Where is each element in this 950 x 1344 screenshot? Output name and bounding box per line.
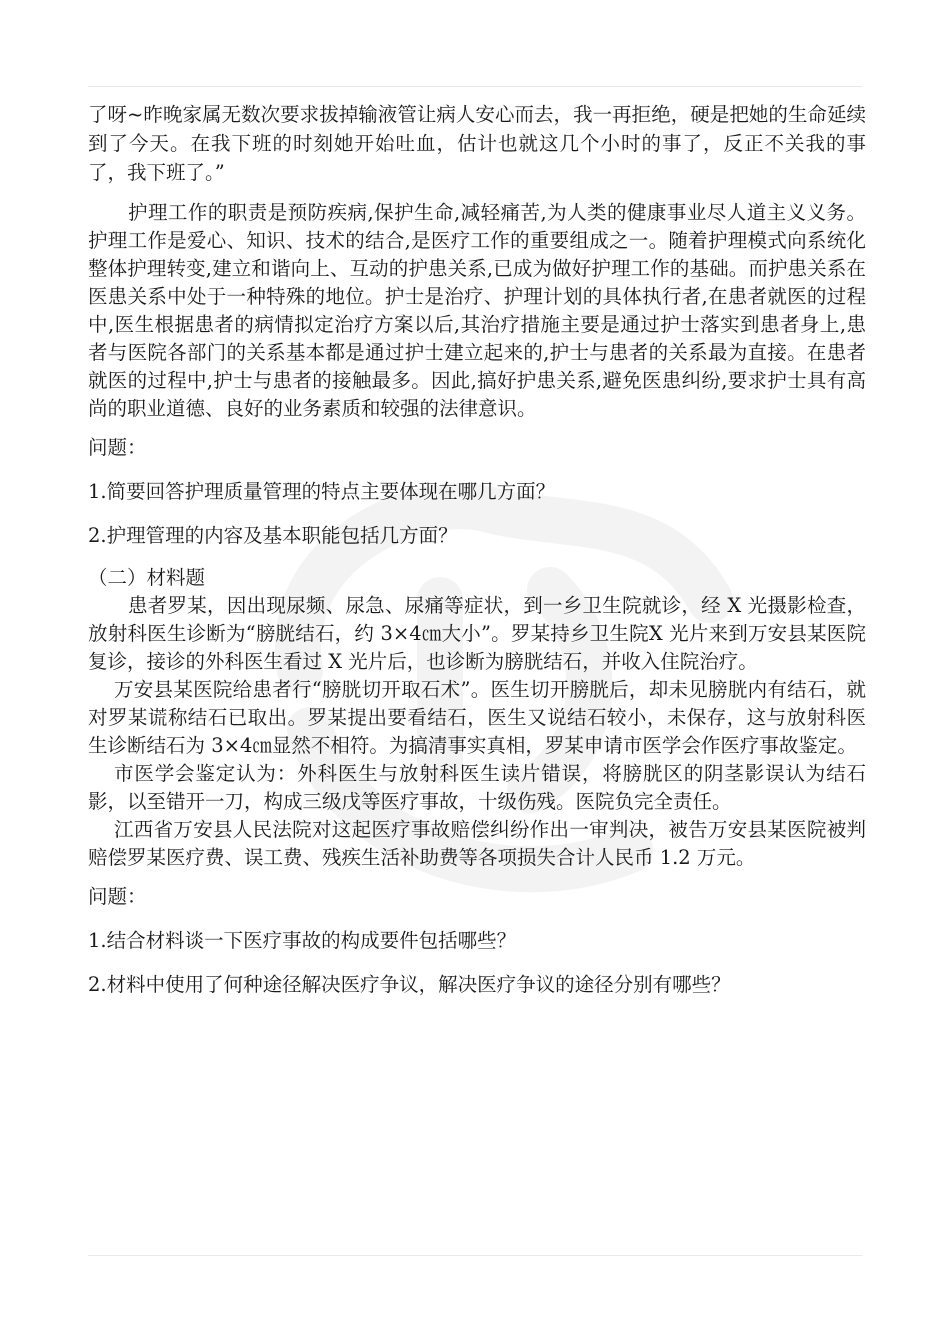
paragraph-intro-continuation: 了呀~昨晚家属无数次要求拔掉输液管让病人安心而去，我一再拒绝，硬是把她的生命延续到了今天。在我下班的时刻她开始吐血，估计也就这几个小时的事了，反正不关我的事了，我下班了。” (88, 103, 866, 184)
question-2-1: 1.结合材料谈一下医疗事故的构成要件包括哪些？ (88, 929, 517, 952)
case-paragraph-3: 市医学会鉴定认为：外科医生与放射科医生读片错误，将膀胱区的阴茎影误认为结石影，以至错开一刀，构成三级戊等医疗事故，十级伤残。医院负完全责任。 (88, 762, 866, 813)
document-body (88, 100, 866, 1000)
question-1-2: 2.护理管理的内容及基本职能包括几方面？ (88, 524, 458, 547)
case-paragraph-4: 江西省万安县人民法院对这起医疗事故赔偿纠纷作出一审判决，被告万安县某医院被判赔偿罗某医疗费、误工费、残疾生活补助费等各项损失合计人民币 1.2 万元。 (88, 818, 866, 869)
case-paragraph-2: 万安县某医院给患者行“膀胱切开取石术”。医生切开膀胱后，却未见膀胱内有结石，就对罗某谎称结石已取出。罗某提出要看结石，医生又说结石较小，未保存，这与放射科医生诊断结石为 3×4㎝显然不相符。为搞清事实真相，罗某申请市医学会作医疗事故鉴定。 (88, 678, 866, 757)
paragraph-nursing-duties: 护理工作的职责是预防疾病,保护生命,减轻痛苦,为人类的健康事业尽人道主义义务。护理工作是爱心、知识、技术的结合,是医疗工作的重要组成之一。随着护理模式向系统化整体护理转变,建立和谐向上、互动的护患关系,已成为做好护理工作的基础。而护患关系在医患关系中处于一种特殊的地位。护士是治疗、护理计划的具体执行者,在患者就医的过程中,医生根据患者的病情拟定治疗方案以后,其治疗措施主要是通过护士落实到患者身上,患者与医院各部门的关系基本都是通过护士建立起来的,护士与患者的关系最为直接。在患者就医的过程中,护士与患者的接触最多。因此,搞好护患关系,避免医患纠纷,要求护士具有高尚的职业道德、良好的业务素质和较强的法律意识。 (88, 201, 866, 420)
section-title-material: （二）材料题 (88, 566, 206, 589)
footer-rule (88, 1255, 862, 1256)
questions-label-2: 问题： (88, 885, 147, 908)
case-paragraph-1: 患者罗某，因出现尿频、尿急、尿痛等症状，到一乡卫生院就诊，经 X 光摄影检查，放射科医生诊断为“膀胱结石，约 3×4㎝大小”。罗某持乡卫生院X 光片来到万安县某医院复诊，接诊的外科医生看过 X 光片后，也诊断为膀胱结石，并收入住院治疗。 (88, 594, 866, 673)
question-1-1: 1.简要回答护理质量管理的特点主要体现在哪几方面？ (88, 480, 556, 503)
question-2-2: 2.材料中使用了何种途径解决医疗争议，解决医疗争议的途径分别有哪些？ (88, 973, 731, 996)
questions-label-1: 问题： (88, 436, 147, 459)
header-rule (88, 86, 862, 87)
